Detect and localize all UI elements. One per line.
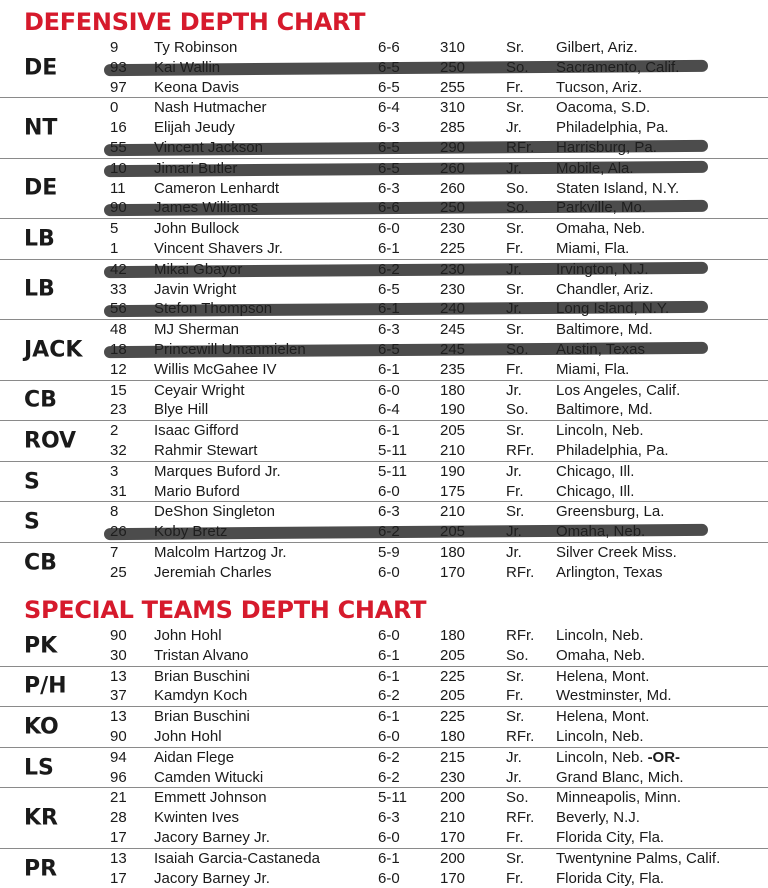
player-weight: 225 xyxy=(440,708,466,726)
player-weight: 285 xyxy=(440,119,466,137)
player-class: RFr. xyxy=(506,727,535,745)
player-name: Blye Hill xyxy=(154,401,209,419)
position-label: CB xyxy=(24,550,57,576)
player-hometown: Lincoln, Neb. xyxy=(556,627,644,644)
player-hometown: Chicago, Ill. xyxy=(556,482,635,500)
player-name: Ceyair Wright xyxy=(154,381,245,399)
player-class: Fr. xyxy=(506,482,524,500)
position-group xyxy=(0,626,768,667)
position-group xyxy=(0,320,768,380)
player-row xyxy=(0,667,768,687)
player-name: Aidan Flege xyxy=(154,748,235,766)
position-group xyxy=(0,260,768,320)
position-group xyxy=(0,707,768,748)
player-name: Jacory Barney Jr. xyxy=(154,828,270,846)
jersey-number: 2 xyxy=(110,422,119,440)
jersey-number: 33 xyxy=(110,280,127,298)
player-height: 6-1 xyxy=(378,667,400,685)
player-hometown: Philadelphia, Pa. xyxy=(556,119,669,137)
player-weight: 210 xyxy=(440,441,466,459)
jersey-number: 16 xyxy=(110,119,127,137)
player-class: Jr. xyxy=(506,768,522,786)
player-class: Sr. xyxy=(506,220,525,238)
player-row xyxy=(0,299,768,319)
player-name: Brian Buschini xyxy=(154,667,250,685)
jersey-number: 97 xyxy=(110,78,127,96)
player-class: So. xyxy=(506,789,529,807)
position-group xyxy=(0,543,768,583)
player-name: MJ Sherman xyxy=(154,321,240,339)
player-row xyxy=(0,482,768,502)
player-class: Jr. xyxy=(506,381,522,399)
position-label: LB xyxy=(24,276,55,302)
player-hometown: Los Angeles, Calif. xyxy=(556,381,681,399)
position-label: S xyxy=(24,469,40,495)
jersey-number: 48 xyxy=(110,321,127,339)
player-name: Kwinten Ives xyxy=(154,809,240,827)
jersey-number: 3 xyxy=(110,462,119,480)
player-row xyxy=(0,138,768,158)
player-height: 6-0 xyxy=(378,627,400,644)
player-class: RFr. xyxy=(506,809,535,827)
jersey-number: 5 xyxy=(110,220,119,238)
player-row xyxy=(0,686,768,706)
defensive-depth-chart xyxy=(0,38,768,583)
player-row xyxy=(0,219,768,239)
player-height: 6-3 xyxy=(378,321,400,339)
player-row xyxy=(0,441,768,461)
jersey-number: 31 xyxy=(110,482,127,500)
player-weight: 255 xyxy=(440,78,466,96)
player-weight: 230 xyxy=(440,768,466,786)
player-weight: 205 xyxy=(440,422,466,440)
player-name: Marques Buford Jr. xyxy=(154,462,281,480)
jersey-number: 30 xyxy=(110,646,127,664)
player-weight: 235 xyxy=(440,360,466,378)
player-class: Jr. xyxy=(506,748,522,766)
player-name: Emmett Johnson xyxy=(154,789,267,807)
jersey-number: 17 xyxy=(110,828,127,846)
jersey-number: 13 xyxy=(110,708,127,726)
player-row xyxy=(0,98,768,118)
player-hometown: Miami, Fla. xyxy=(556,360,630,378)
player-hometown: Lincoln, Neb. -OR- xyxy=(556,748,681,766)
player-class: Sr. xyxy=(506,849,525,867)
player-row xyxy=(0,280,768,300)
player-height: 6-3 xyxy=(378,503,400,521)
jersey-number: 13 xyxy=(110,849,127,867)
player-name: Ty Robinson xyxy=(154,39,238,56)
position-label: NT xyxy=(24,115,58,141)
player-weight: 205 xyxy=(440,687,466,705)
player-class: Sr. xyxy=(506,280,525,298)
player-hometown: Florida City, Fla. xyxy=(556,828,665,846)
position-group xyxy=(0,38,768,98)
player-row xyxy=(0,118,768,138)
player-hometown: Oacoma, S.D. xyxy=(556,99,651,117)
position-label: DE xyxy=(24,175,58,201)
player-row xyxy=(0,563,768,583)
player-row xyxy=(0,38,768,58)
player-hometown: Baltimore, Md. xyxy=(556,321,653,339)
player-row xyxy=(0,159,768,179)
jersey-number: 9 xyxy=(110,39,119,56)
jersey-number: 28 xyxy=(110,809,127,827)
player-weight: 210 xyxy=(440,809,466,827)
player-weight: 180 xyxy=(440,381,466,399)
player-height: 6-5 xyxy=(378,280,400,298)
player-weight: 230 xyxy=(440,220,466,238)
jersey-number: 13 xyxy=(110,667,127,685)
position-group xyxy=(0,667,768,708)
player-hometown: Miami, Fla. xyxy=(556,239,630,257)
player-hometown: Philadelphia, Pa. xyxy=(556,441,669,459)
jersey-number: 12 xyxy=(110,360,127,378)
jersey-number: 7 xyxy=(110,543,119,561)
player-height: 5-11 xyxy=(378,789,407,807)
player-class: Sr. xyxy=(506,321,525,339)
player-hometown: Beverly, N.J. xyxy=(556,809,640,827)
player-weight: 190 xyxy=(440,462,466,480)
jersey-number: 96 xyxy=(110,768,127,786)
position-label: DE xyxy=(24,55,58,81)
player-class: Sr. xyxy=(506,422,525,440)
player-hometown: Chandler, Ariz. xyxy=(556,280,654,298)
player-weight: 170 xyxy=(440,828,466,846)
player-weight: 205 xyxy=(440,646,466,664)
position-label: P/H xyxy=(24,673,67,699)
player-row xyxy=(0,179,768,199)
player-name: Javin Wright xyxy=(154,280,237,298)
player-row xyxy=(0,239,768,259)
position-label: KO xyxy=(24,714,59,740)
player-hometown: Westminster, Md. xyxy=(556,687,672,705)
player-height: 6-1 xyxy=(378,360,400,378)
player-height: 6-1 xyxy=(378,849,400,867)
player-row xyxy=(0,502,768,522)
player-height: 6-1 xyxy=(378,646,400,664)
player-height: 6-4 xyxy=(378,401,400,419)
player-weight: 170 xyxy=(440,563,466,581)
player-hometown: Helena, Mont. xyxy=(556,708,650,726)
player-height: 6-0 xyxy=(378,482,400,500)
player-hometown: Tucson, Ariz. xyxy=(556,78,643,96)
player-name: John Hohl xyxy=(154,627,222,644)
defensive-depth-chart-title: DEFENSIVE DEPTH CHART xyxy=(24,8,366,36)
player-row xyxy=(0,320,768,340)
player-weight: 175 xyxy=(440,482,466,500)
position-label: S xyxy=(24,509,40,535)
player-row xyxy=(0,58,768,78)
jersey-number: 94 xyxy=(110,748,127,766)
jersey-number: 11 xyxy=(110,179,126,197)
player-row xyxy=(0,727,768,747)
player-class: So. xyxy=(506,179,529,197)
player-class: Jr. xyxy=(506,543,522,561)
jersey-number: 23 xyxy=(110,401,127,419)
player-hometown: Lincoln, Neb. xyxy=(556,727,644,745)
player-hometown: Grand Blanc, Mich. xyxy=(556,768,684,786)
player-row xyxy=(0,381,768,401)
position-label: CB xyxy=(24,387,57,413)
player-row xyxy=(0,849,768,869)
player-row xyxy=(0,400,768,420)
player-hometown: Baltimore, Md. xyxy=(556,401,653,419)
player-height: 6-2 xyxy=(378,768,400,786)
player-class: Sr. xyxy=(506,99,525,117)
player-height: 6-1 xyxy=(378,708,400,726)
player-class: Fr. xyxy=(506,869,524,887)
player-weight: 225 xyxy=(440,667,466,685)
player-class: Sr. xyxy=(506,39,525,56)
player-class: Fr. xyxy=(506,360,524,378)
position-group xyxy=(0,462,768,503)
player-weight: 310 xyxy=(440,99,466,117)
player-height: 6-0 xyxy=(378,869,400,887)
player-name: Mario Buford xyxy=(154,482,240,500)
position-group xyxy=(0,502,768,543)
position-label: LS xyxy=(24,755,54,781)
player-class: RFr. xyxy=(506,627,535,644)
player-row xyxy=(0,626,768,646)
player-hometown: Florida City, Fla. xyxy=(556,869,665,887)
player-name: Rahmir Stewart xyxy=(154,441,258,459)
position-label: PR xyxy=(24,856,58,882)
player-weight: 230 xyxy=(440,280,466,298)
player-hometown: Staten Island, N.Y. xyxy=(556,179,680,197)
player-hometown: Lincoln, Neb. xyxy=(556,422,644,440)
player-row xyxy=(0,707,768,727)
player-height: 6-5 xyxy=(378,78,400,96)
player-name: Isaac Gifford xyxy=(154,422,239,440)
player-class: Jr. xyxy=(506,119,522,137)
player-row xyxy=(0,360,768,380)
player-class: So. xyxy=(506,646,529,664)
player-weight: 260 xyxy=(440,179,466,197)
player-weight: 225 xyxy=(440,239,466,257)
player-class: RFr. xyxy=(506,441,535,459)
player-weight: 200 xyxy=(440,789,466,807)
jersey-number: 90 xyxy=(110,727,127,745)
player-height: 5-9 xyxy=(378,543,400,561)
position-label: KR xyxy=(24,805,58,831)
player-name: Jacory Barney Jr. xyxy=(154,869,270,887)
player-name: Jeremiah Charles xyxy=(154,563,272,581)
player-hometown: Omaha, Neb. xyxy=(556,646,646,664)
player-row xyxy=(0,869,768,888)
player-row xyxy=(0,788,768,808)
jersey-number: 8 xyxy=(110,503,119,521)
player-class: Fr. xyxy=(506,239,524,257)
player-weight: 180 xyxy=(440,543,466,561)
player-hometown: Silver Creek Miss. xyxy=(556,543,677,561)
player-height: 6-3 xyxy=(378,179,400,197)
player-name: Vincent Shavers Jr. xyxy=(154,239,283,257)
player-weight: 180 xyxy=(440,727,466,745)
player-hometown: Minneapolis, Minn. xyxy=(556,789,682,807)
position-label: LB xyxy=(24,226,55,252)
player-hometown: Chicago, Ill. xyxy=(556,462,635,480)
player-class: Fr. xyxy=(506,828,524,846)
player-height: 6-0 xyxy=(378,828,400,846)
jersey-number: 0 xyxy=(110,99,119,117)
jersey-number: 21 xyxy=(110,789,127,807)
player-class: RFr. xyxy=(506,563,535,581)
player-weight: 190 xyxy=(440,401,466,419)
player-class: So. xyxy=(506,401,529,419)
player-name: DeShon Singleton xyxy=(154,503,275,521)
player-row xyxy=(0,198,768,218)
player-height: 6-0 xyxy=(378,381,400,399)
player-class: Fr. xyxy=(506,78,524,96)
position-group xyxy=(0,748,768,789)
player-class: Sr. xyxy=(506,708,525,726)
special-teams-depth-chart xyxy=(0,626,768,888)
player-name: Willis McGahee IV xyxy=(154,360,277,378)
player-name: John Hohl xyxy=(154,727,222,745)
player-class: Sr. xyxy=(506,667,525,685)
player-class: Jr. xyxy=(506,462,522,480)
player-height: 6-3 xyxy=(378,809,400,827)
jersey-number: 1 xyxy=(110,239,119,257)
player-height: 6-2 xyxy=(378,687,400,705)
jersey-number: 17 xyxy=(110,869,127,887)
player-name: Brian Buschini xyxy=(154,708,250,726)
player-weight: 170 xyxy=(440,869,466,887)
player-row xyxy=(0,78,768,98)
player-weight: 310 xyxy=(440,39,466,56)
position-group xyxy=(0,381,768,422)
player-class: Fr. xyxy=(506,687,524,705)
player-height: 5-11 xyxy=(378,462,407,480)
player-row xyxy=(0,748,768,768)
jersey-number: 37 xyxy=(110,687,127,705)
player-name: Cameron Lenhardt xyxy=(154,179,280,197)
player-hometown: Helena, Mont. xyxy=(556,667,650,685)
player-row xyxy=(0,462,768,482)
position-group xyxy=(0,849,768,888)
or-note: -OR- xyxy=(647,748,681,766)
position-group xyxy=(0,788,768,848)
player-weight: 210 xyxy=(440,503,466,521)
player-height: 6-1 xyxy=(378,422,400,440)
player-name: Kamdyn Koch xyxy=(154,687,248,705)
player-row xyxy=(0,768,768,788)
position-group xyxy=(0,159,768,219)
position-group xyxy=(0,219,768,260)
player-weight: 200 xyxy=(440,849,466,867)
position-group xyxy=(0,421,768,462)
player-name: Malcolm Hartzog Jr. xyxy=(154,543,287,561)
player-hometown: Gilbert, Ariz. xyxy=(556,39,638,56)
player-height: 6-1 xyxy=(378,239,400,257)
player-row xyxy=(0,260,768,280)
player-name: Camden Witucki xyxy=(154,768,264,786)
position-label: PK xyxy=(24,633,58,659)
player-height: 6-2 xyxy=(378,748,400,766)
jersey-number: 32 xyxy=(110,441,127,459)
player-row xyxy=(0,421,768,441)
player-name: Keona Davis xyxy=(154,78,240,96)
position-label: ROV xyxy=(24,428,77,454)
player-row xyxy=(0,808,768,828)
jersey-number: 25 xyxy=(110,563,127,581)
player-weight: 180 xyxy=(440,627,466,644)
player-name: Elijah Jeudy xyxy=(154,119,235,137)
player-height: 6-3 xyxy=(378,119,400,137)
player-weight: 215 xyxy=(440,748,466,766)
special-teams-depth-chart-title: SPECIAL TEAMS DEPTH CHART xyxy=(24,596,427,624)
player-hometown: Greensburg, La. xyxy=(556,503,665,521)
player-name: Nash Hutmacher xyxy=(154,99,267,117)
jersey-number: 15 xyxy=(110,381,127,399)
player-hometown: Twentynine Palms, Calif. xyxy=(556,849,721,867)
player-name: Tristan Alvano xyxy=(154,646,249,664)
player-hometown: Arlington, Texas xyxy=(556,563,663,581)
player-name: John Bullock xyxy=(154,220,240,238)
player-height: 6-0 xyxy=(378,727,400,745)
jersey-number: 90 xyxy=(110,627,127,644)
player-row xyxy=(0,828,768,848)
player-height: 5-11 xyxy=(378,441,407,459)
player-height: 6-0 xyxy=(378,563,400,581)
player-height: 6-6 xyxy=(378,39,400,56)
player-height: 6-4 xyxy=(378,99,400,117)
position-group xyxy=(0,98,768,158)
player-row xyxy=(0,522,768,542)
player-row xyxy=(0,646,768,666)
player-weight: 245 xyxy=(440,321,466,339)
player-row xyxy=(0,340,768,360)
player-hometown: Omaha, Neb. xyxy=(556,220,646,238)
player-height: 6-0 xyxy=(378,220,400,238)
player-row xyxy=(0,543,768,563)
position-label: JACK xyxy=(24,337,83,363)
player-name: Isaiah Garcia-Castaneda xyxy=(154,849,320,867)
player-class: Sr. xyxy=(506,503,525,521)
